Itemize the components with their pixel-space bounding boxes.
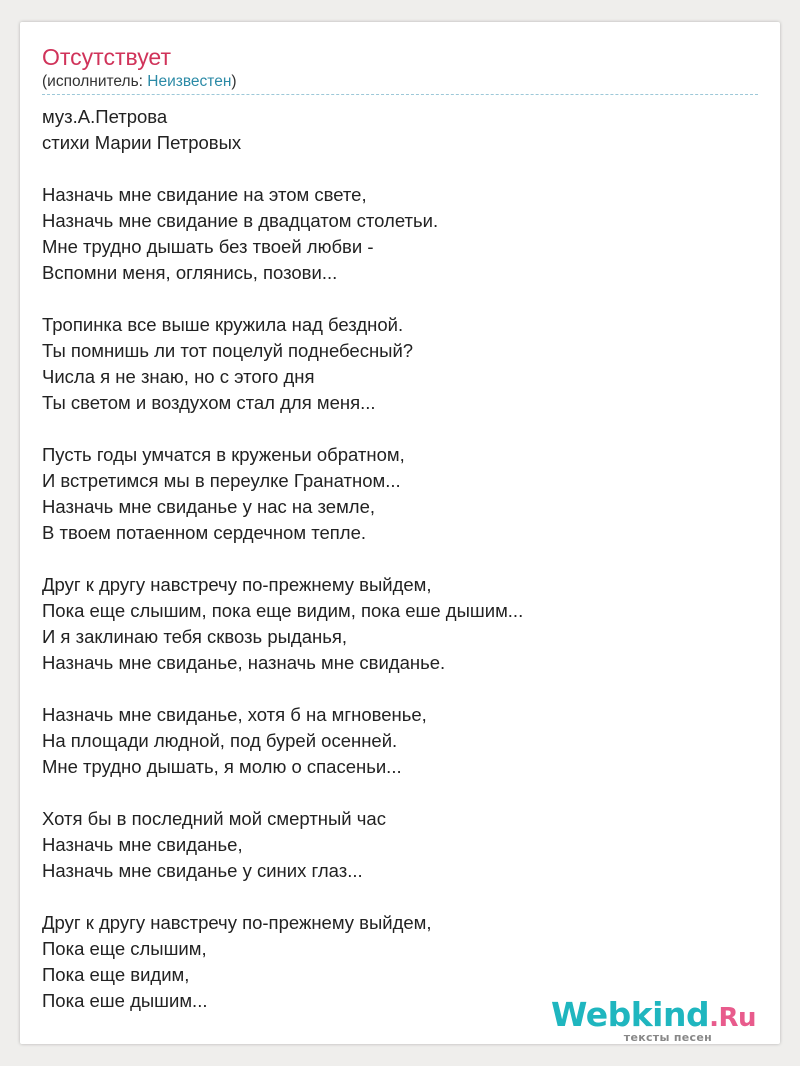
artist-line: [42, 73, 237, 91]
stanza-break: [42, 676, 742, 702]
stanza-break: [42, 416, 742, 442]
lyric-line: Мне трудно дышать, я молю о спасеньи...: [42, 756, 402, 777]
stanza-break: [42, 884, 742, 910]
logo-tagline: тексты песен: [623, 1031, 712, 1044]
lyric-line: Друг к другу навстречу по-прежнему выйдем,: [42, 574, 432, 595]
lyric-line: Вспомни меня, оглянись, позови...: [42, 262, 338, 283]
lyric-line: Пока еше дышим...: [42, 990, 208, 1011]
lyric-line: На площади людной, под бурей осенней.: [42, 730, 398, 751]
site-logo[interactable]: [550, 995, 756, 1044]
stanza-break: [42, 286, 742, 312]
artist-suffix: ): [231, 73, 237, 90]
lyric-line: Назначь мне свиданье, назначь мне свиданье.: [42, 652, 446, 673]
logo-wordmark: [550, 995, 756, 1035]
lyric-line: Ты помнишь ли тот поцелуй поднебесный?: [42, 340, 414, 361]
lyrics-text: [42, 104, 742, 1014]
lyric-line: Числа я не знаю, но с этого дня: [42, 366, 315, 387]
lyric-line: Тропинка все выше кружила над бездной.: [42, 314, 404, 335]
lyric-line: Назначь мне свидание в двадцатом столетьи.: [42, 210, 439, 231]
artist-prefix: (исполнитель:: [42, 73, 148, 90]
logo-word: Webkind: [550, 995, 710, 1034]
lyric-line: Пока еще видим,: [42, 964, 190, 985]
lyric-line: И встретимся мы в переулке Гранатном...: [42, 470, 401, 491]
divider: [42, 94, 758, 95]
lyric-line: Пока еще слышим, пока еще видим, пока еше дышим...: [42, 600, 524, 621]
lyric-line: И я заклинаю тебя сквозь рыданья,: [42, 626, 347, 647]
lyric-line: Ты светом и воздухом стал для меня...: [42, 392, 376, 413]
artist-link[interactable]: Неизвестен: [147, 73, 232, 90]
lyric-line: стихи Марии Петровых: [42, 132, 242, 153]
lyric-line: Назначь мне свиданье, хотя б на мгновенье,: [42, 704, 427, 725]
lyric-line: Хотя бы в последний мой смертный час: [42, 808, 386, 829]
lyric-line: муз.А.Петрова: [42, 106, 168, 127]
stanza-break: [42, 546, 742, 572]
logo-tld: .Ru: [709, 1003, 756, 1033]
lyric-line: В твоем потаенном сердечном тепле.: [42, 522, 367, 543]
lyric-line: Мне трудно дышать без твоей любви -: [42, 236, 374, 257]
lyric-line: Назначь мне свиданье у синих глаз...: [42, 860, 363, 881]
stanza-break: [42, 780, 742, 806]
stanza-break: [42, 156, 742, 182]
lyric-line: Назначь мне свидание на этом свете,: [42, 184, 367, 205]
lyric-line: Друг к другу навстречу по-прежнему выйдем,: [42, 912, 432, 933]
lyric-line: Пусть годы умчатся в круженьи обратном,: [42, 444, 405, 465]
lyrics-card: [20, 22, 780, 1044]
lyric-line: Назначь мне свиданье,: [42, 834, 243, 855]
lyric-line: Назначь мне свиданье у нас на земле,: [42, 496, 376, 517]
lyric-line: Пока еще слышим,: [42, 938, 207, 959]
song-title: Отсутствует: [42, 44, 171, 70]
